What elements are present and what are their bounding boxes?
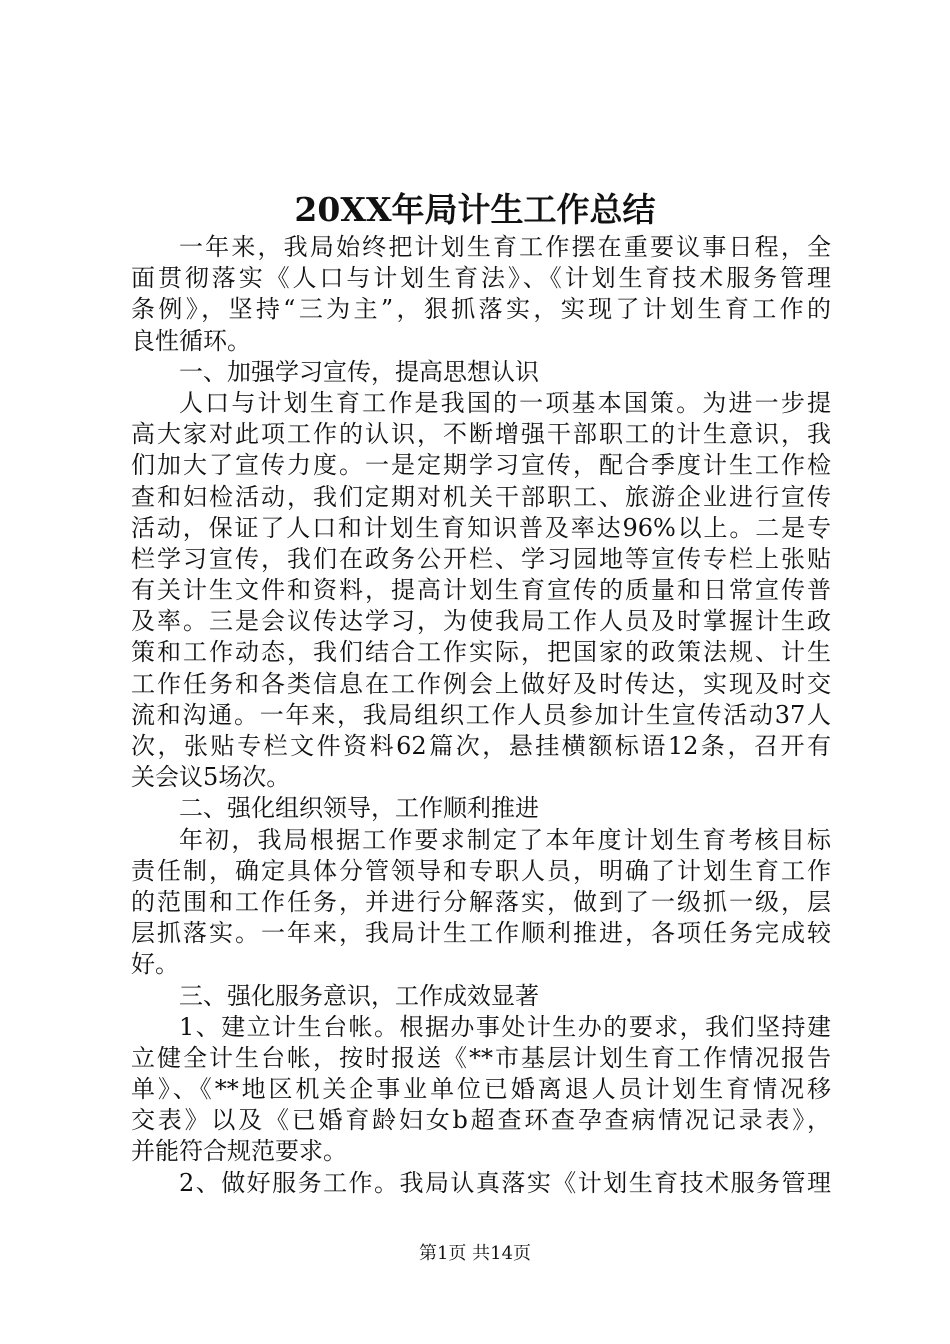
page-number-footer: 第1页 共14页 (418, 1243, 532, 1264)
paragraph-line: 活动，保证了人口和计划生育知识普及率达96%以上。二是专 (131, 513, 831, 542)
section-heading: 三、强化服务意识，工作成效显著 (179, 981, 539, 1010)
paragraph-line: 的范围和工作任务，并进行分解落实，做到了一级抓一级，层 (131, 887, 831, 916)
paragraph-line: 并能符合规范要求。 (131, 1137, 347, 1166)
paragraph-line: 责任制，确定具体分管领导和专职人员，明确了计划生育工作 (131, 856, 831, 885)
paragraph-line: 关会议5场次。 (131, 763, 291, 792)
paragraph-line: 条例》，坚持“三为主”，狠抓落实，实现了计划生育工作的 (131, 295, 831, 324)
paragraph-line: 单》、《**地区机关企事业单位已婚离退人员计划生育情况移 (131, 1075, 831, 1104)
paragraph-line: 栏学习宣传，我们在政务公开栏、学习园地等宣传专栏上张贴 (131, 544, 831, 573)
document-body (131, 232, 831, 1199)
paragraph-line: 1、建立计生台帐。根据办事处计生办的要求，我们坚持建 (179, 1012, 831, 1041)
paragraph-line: 有关计生文件和资料，提高计划生育宣传的质量和日常宣传普 (131, 576, 831, 605)
paragraph-line: 高大家对此项工作的认识，不断增强干部职工的计生意识，我 (131, 420, 831, 449)
paragraph-line: 流和沟通。一年来，我局组织工作人员参加计生宣传活动37人 (131, 700, 831, 729)
paragraph-line: 查和妇检活动，我们定期对机关干部职工、旅游企业进行宣传 (131, 482, 831, 511)
paragraph-line: 层抓落实。一年来，我局计生工作顺利推进，各项任务完成较 (131, 919, 831, 948)
paragraph-line: 立健全计生台帐，按时报送《**市基层计划生育工作情况报告 (131, 1043, 831, 1072)
paragraph-line: 交表》以及《已婚育龄妇女b超查环查孕查病情况记录表》， (131, 1106, 831, 1135)
section-heading: 二、强化组织领导，工作顺利推进 (179, 794, 539, 823)
paragraph-line: 年初，我局根据工作要求制定了本年度计划生育考核目标 (179, 825, 831, 854)
paragraph-line: 2、做好服务工作。我局认真落实《计划生育技术服务管理 (179, 1168, 831, 1197)
paragraph-line: 及率。三是会议传达学习，为使我局工作人员及时掌握计生政 (131, 607, 831, 636)
paragraph-line: 们加大了宣传力度。一是定期学习宣传，配合季度计生工作检 (131, 451, 831, 480)
paragraph-line: 良性循环。 (131, 326, 251, 355)
paragraph-line: 人口与计划生育工作是我国的一项基本国策。为进一步提 (179, 388, 831, 417)
document-title: 20XX年局计生工作总结 (294, 190, 656, 229)
paragraph-line: 面贯彻落实《人口与计划生育法》、《计划生育技术服务管理 (131, 264, 831, 293)
paragraph-line: 工作任务和各类信息在工作例会上做好及时传达，实现及时交 (131, 669, 831, 698)
paragraph-line: 好。 (131, 950, 179, 979)
paragraph-line: 次，张贴专栏文件资料62篇次，悬挂横额标语12条，召开有 (131, 732, 831, 760)
paragraph-line: 一年来，我局始终把计划生育工作摆在重要议事日程，全 (179, 233, 831, 261)
section-heading: 一、加强学习宣传，提高思想认识 (179, 357, 539, 386)
paragraph-line: 策和工作动态，我们结合工作实际，把国家的政策法规、计生 (131, 638, 831, 667)
